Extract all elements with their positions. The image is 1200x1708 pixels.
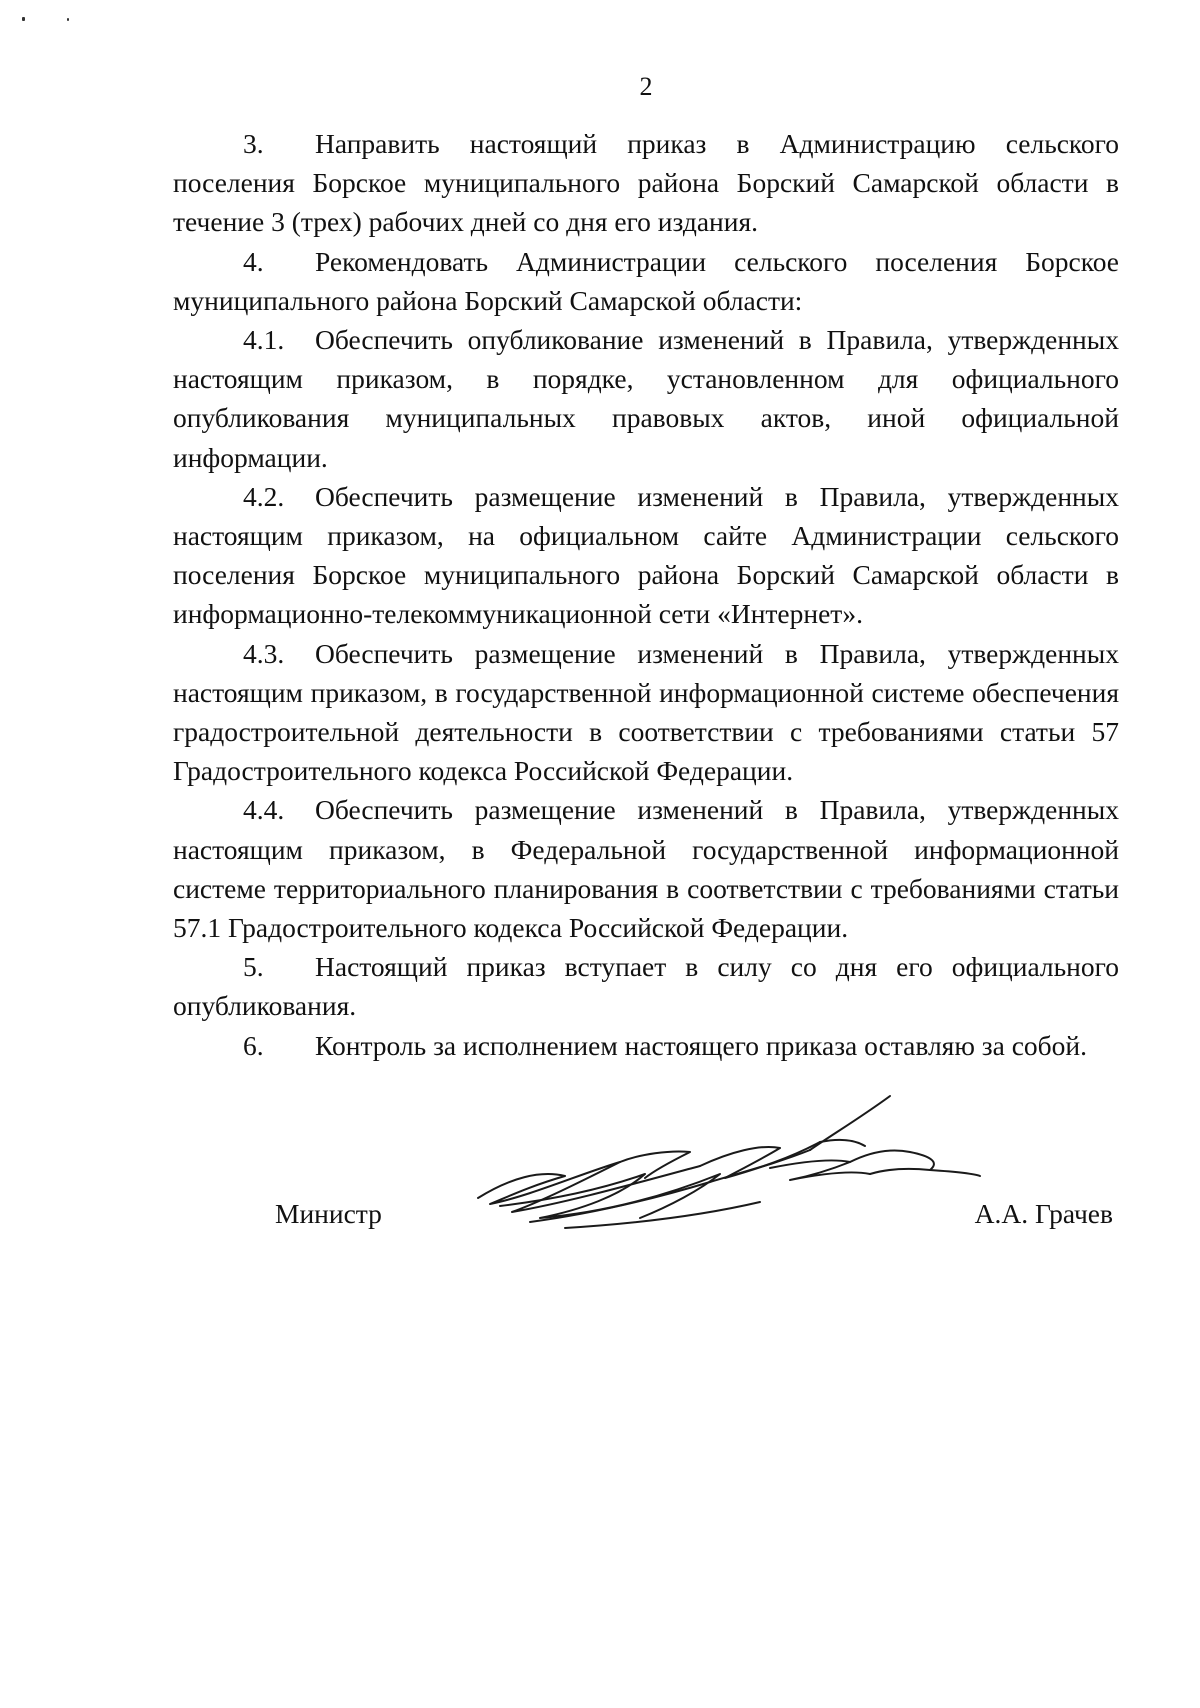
paragraph-4-4 (173, 790, 1119, 947)
handwritten-signature (470, 1078, 990, 1248)
paragraph-5 (173, 947, 1119, 1025)
paragraph-number: 4.4. (243, 794, 285, 826)
paragraph-number: 3. (243, 128, 264, 159)
paragraph-4 (173, 242, 1119, 320)
page-number: 2 (639, 72, 653, 101)
paragraph-4-3 (173, 634, 1119, 791)
paragraph-text: Обеспечить размещение изменений в Правила, утвержденных настоящим приказом, в Федеральной государственной информационной системе территориального планирования в соответствии с требованиями статьи 57.1 Градостроительного кодекса Российской Федерации. (173, 794, 1119, 944)
paragraph-number: 4.3. (243, 637, 285, 669)
paragraph-text: Обеспечить размещение изменений в Правила, утвержденных настоящим приказом, в государственной информационной системе обеспечения градостроительной деятельности в соответствии с требованиями статьи 57 Градостроительного кодекса Российской Федерации. (173, 637, 1119, 787)
paragraph-text: Контроль за исполнением настоящего приказа оставляю за собой. (315, 1029, 1087, 1061)
paragraph-text: Обеспечить опубликование изменений в Правила, утвержденных настоящим приказом, в порядке, установленном для официального опубликования муниципальных правовых актов, иной официальной информации. (173, 324, 1119, 473)
signature-block (0, 1078, 1200, 1248)
paragraph-number: 4. (243, 245, 264, 277)
document-body (173, 124, 1119, 1065)
paragraph-number: 4.1. (243, 324, 285, 356)
paragraph-4-2 (173, 477, 1119, 634)
paragraph-text: Обеспечить размещение изменений в Правила, утвержденных настоящим приказом, на официальном сайте Администрации сельского поселения Борское муниципального района Борский Самарской области в информационно-телекоммуникационной сети «Интернет». (173, 480, 1119, 630)
scan-speck (67, 18, 69, 21)
paragraph-number: 5. (243, 951, 264, 983)
paragraph-text: Направить настоящий приказ в Администрацию сельского поселения Борское муниципального района Борский Самарской области в течение 3 (трех) рабочих дней со дня его издания. (173, 128, 1119, 238)
paragraph-3 (173, 124, 1119, 242)
signatory-position: Министр (275, 1198, 382, 1229)
paragraph-number: 6. (243, 1029, 264, 1061)
paragraph-text: Настоящий приказ вступает в силу со дня его официального опубликования. (173, 951, 1119, 1022)
paragraph-6 (173, 1026, 1119, 1065)
paragraph-number: 4.2. (243, 480, 285, 512)
signatory-name: А.А. Грачев (974, 1198, 1113, 1229)
paragraph-text: Рекомендовать Администрации сельского поселения Борское муниципального района Борский Самарской области: (173, 245, 1119, 316)
paragraph-4-1 (173, 320, 1119, 477)
scan-speck (22, 17, 25, 21)
